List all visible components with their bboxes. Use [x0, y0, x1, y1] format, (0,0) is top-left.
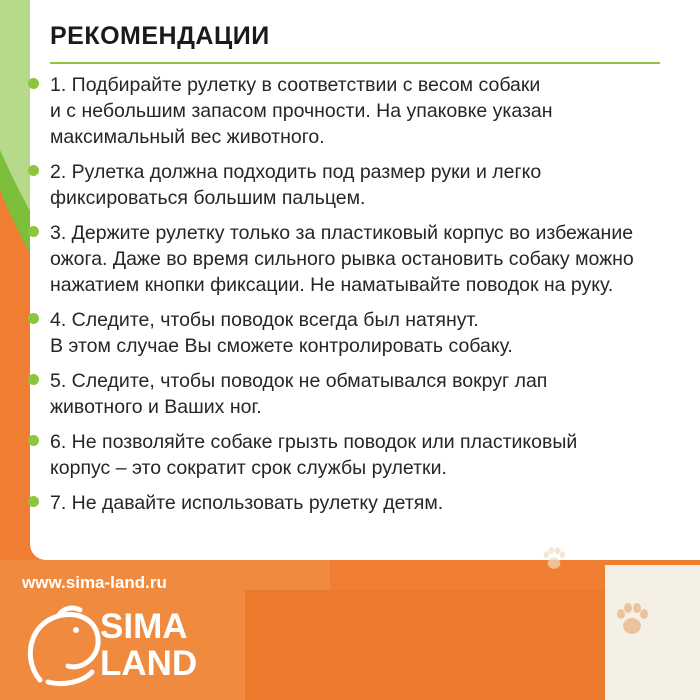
list-item: [28, 429, 668, 481]
list-item: [28, 490, 668, 516]
logo-line-land: LAND: [100, 644, 198, 683]
bullet-dot-icon: [28, 374, 39, 385]
recommendations-list: [28, 72, 668, 525]
list-item-text: 3. Держите рулетку только за пластиковый корпус во избежание ожога. Даже во время сильного рывка остановить собаку можно нажатием кнопки фиксации. Не наматывайте поводок на руку.: [50, 222, 634, 296]
list-item: [28, 368, 668, 420]
bullet-dot-icon: [28, 226, 39, 237]
list-item: [28, 307, 668, 359]
list-item-text: 2. Рулетка должна подходить под размер руки и легко фиксироваться большим пальцем.: [50, 161, 542, 209]
section-heading: РЕКОМЕНДАЦИИ: [50, 22, 270, 50]
list-item: [28, 159, 668, 211]
bullet-dot-icon: [28, 165, 39, 176]
bullet-dot-icon: [28, 435, 39, 446]
website-url: www.sima-land.ru: [22, 573, 167, 592]
bullet-dot-icon: [28, 496, 39, 507]
bullet-dot-icon: [28, 313, 39, 324]
paw-print-icon: [540, 545, 568, 573]
logo-line-sima: SIMA: [100, 607, 188, 646]
brand-logo-text: [100, 608, 197, 682]
list-item-text: 1. Подбирайте рулетку в соответствии с весом собаки и с небольшим запасом прочности. На упаковке указан максимальный вес животного.: [50, 74, 553, 148]
list-item: [28, 220, 668, 298]
heading-divider: [50, 62, 660, 64]
list-item-text: 4. Следите, чтобы поводок всегда был натянут. В этом случае Вы сможете контролировать собаку.: [50, 309, 513, 357]
list-item-text: 5. Следите, чтобы поводок не обматывался вокруг лап животного и Ваших ног.: [50, 370, 548, 418]
list-item-text: 6. Не позволяйте собаке грызть поводок или пластиковый корпус – это сократит срок службы рулетки.: [50, 431, 578, 479]
bullet-dot-icon: [28, 78, 39, 89]
list-item-text: 7. Не давайте использовать рулетку детям.: [50, 492, 444, 514]
list-item: [28, 72, 668, 150]
paw-print-icon: [612, 600, 652, 640]
